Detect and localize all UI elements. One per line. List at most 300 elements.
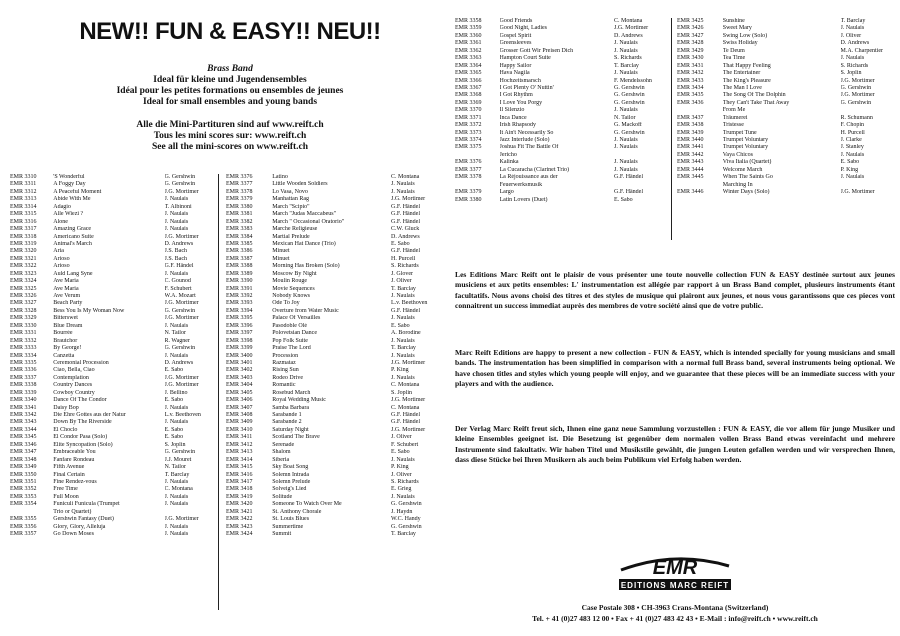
catalog-title: Ave Maria <box>53 278 79 285</box>
catalog-row <box>10 479 216 486</box>
catalog-number: EMR 3349 <box>10 464 37 471</box>
catalog-composer: D. Andrews <box>391 233 420 240</box>
catalog-title: Americano Suite <box>53 233 94 240</box>
catalog-composer: J. Naulais <box>391 188 415 195</box>
catalog-number: EMR 3382 <box>226 218 253 225</box>
catalog-composer: C. Montana <box>391 174 420 180</box>
contact-line: Tel. + 41 (0)27 483 12 00 • Fax + 41 (0)27 483 42 43 • E-Mail : info@reift.ch • www.reift.ch <box>532 614 818 623</box>
catalog-number: EMR 3330 <box>10 322 37 329</box>
catalog-number: EMR 3433 <box>677 77 704 84</box>
catalog-column-3 <box>455 18 667 204</box>
catalog-composer: J. Naulais <box>614 40 638 47</box>
catalog-number: EMR 3412 <box>226 441 253 448</box>
catalog-number: EMR 3336 <box>10 367 37 374</box>
catalog-number: EMR 3406 <box>226 397 253 404</box>
catalog-composer: G. Gershwin <box>164 174 196 180</box>
catalog-composer: R. Wagner <box>164 337 190 344</box>
catalog-number: EMR 3385 <box>226 240 253 247</box>
catalog-row <box>677 70 895 77</box>
catalog-row <box>677 182 895 189</box>
catalog-composer: E. Sabo <box>164 397 184 404</box>
catalog-title: Martial Prelude <box>272 233 310 240</box>
catalog-number: EMR 3378 <box>455 174 482 181</box>
catalog-row <box>677 55 895 62</box>
catalog-number: EMR 3357 <box>10 531 37 537</box>
catalog-title: Swing Low (Solo) <box>722 32 768 39</box>
catalog-composer: G.F. Händel <box>614 174 644 181</box>
catalog-row <box>226 486 446 493</box>
catalog-title: The King's Pleasure <box>722 77 771 84</box>
catalog-row <box>10 278 216 285</box>
catalog-row <box>455 182 667 189</box>
catalog-number: EMR 3369 <box>455 99 482 106</box>
catalog-composer: G.F. Händel <box>391 248 421 255</box>
catalog-row <box>677 137 895 144</box>
catalog-composer: G. Gershwin <box>164 345 196 352</box>
catalog-row <box>226 390 446 397</box>
catalog-row <box>10 338 216 345</box>
catalog-title: Viva Italia (Quartet) <box>722 159 772 166</box>
catalog-title: The Entertainer <box>722 70 761 77</box>
catalog-title: I Got Plenty O' Nuttin' <box>499 84 554 91</box>
catalog-composer: T. Albinoni <box>164 203 192 210</box>
catalog-row <box>455 18 667 25</box>
catalog-composer: J. Naulais <box>164 478 189 485</box>
catalog-title: I Got Rhythm <box>499 92 533 99</box>
catalog-row <box>226 501 446 508</box>
catalog-title: Embraceable You <box>53 449 96 456</box>
catalog-number: EMR 3432 <box>677 70 704 77</box>
catalog-number: EMR 3363 <box>455 55 482 62</box>
catalog-number: EMR 3354 <box>10 501 37 508</box>
catalog-composer: J. Naulais <box>164 501 189 508</box>
catalog-row <box>455 33 667 40</box>
catalog-title: Jazz Interlude (Solo) <box>499 137 550 143</box>
catalog-row <box>226 494 446 501</box>
catalog-title: Sarabande 2 <box>272 419 302 426</box>
catalog-row <box>226 241 446 248</box>
catalog-number: EMR 3372 <box>455 122 482 129</box>
catalog-title: Mexican Hat Dance (Trio) <box>272 240 336 247</box>
catalog-composer: H. Purcell <box>391 255 416 262</box>
catalog-title: Ceremonial Procession <box>53 359 109 366</box>
catalog-row <box>455 152 667 159</box>
catalog-title: By George! <box>53 345 82 352</box>
catalog-number: EMR 3381 <box>226 211 253 218</box>
catalog-row <box>10 390 216 397</box>
catalog-composer: T. Barclay <box>391 285 416 292</box>
catalog-composer: T. Barclay <box>164 471 190 478</box>
catalog-number: EMR 3389 <box>226 270 253 277</box>
catalog-number: EMR 3341 <box>10 404 37 411</box>
catalog-number: EMR 3405 <box>226 389 253 396</box>
catalog-row <box>10 434 216 441</box>
catalog-title: Alle Wiezi ? <box>53 211 84 218</box>
catalog-row <box>10 271 216 278</box>
catalog-title: I Love You Porgy <box>499 99 543 106</box>
website-line-2: Tous les mini scores sur: www.reift.ch <box>153 131 307 141</box>
catalog-number: EMR 3418 <box>226 486 253 493</box>
catalog-number: EMR 3384 <box>226 233 253 240</box>
catalog-number: EMR 3348 <box>10 456 37 463</box>
catalog-number: EMR 3352 <box>10 486 37 493</box>
catalog-number: EMR 3421 <box>226 508 253 515</box>
catalog-number: EMR 3313 <box>10 196 37 203</box>
catalog-row <box>10 382 216 389</box>
catalog-composer: J. Naulais <box>164 322 189 329</box>
catalog-title: Polovetsian Dance <box>272 330 318 337</box>
catalog-number: EMR 3325 <box>10 285 37 292</box>
catalog-title: Brautchor <box>53 337 78 344</box>
catalog-number: EMR 3414 <box>226 456 253 463</box>
catalog-composer: J. Naulais <box>614 47 638 54</box>
left-page <box>10 8 440 628</box>
catalog-composer: S. Richards <box>391 263 419 270</box>
catalog-title: Summertime <box>272 523 304 530</box>
catalog-title: Final Certain <box>53 471 85 478</box>
catalog-composer: J.S. Bach <box>164 248 187 255</box>
catalog-composer: E. Sabo <box>164 367 184 374</box>
catalog-title: Serenade <box>272 441 295 448</box>
catalog-title: Rosebud March <box>272 389 311 396</box>
catalog-composer: F. Mendelssohn <box>614 77 652 84</box>
catalog-row <box>455 25 667 32</box>
catalog-composer: J.G. Mortimer <box>840 92 875 99</box>
catalog-composer: G. Gershwin <box>614 92 645 99</box>
catalog-number: EMR 3401 <box>226 359 253 366</box>
catalog-composer: L.v. Beethoven <box>391 300 428 307</box>
catalog-number: EMR 3395 <box>226 315 253 322</box>
catalog-composer: J. Oliver <box>391 278 412 285</box>
catalog-row <box>10 449 216 456</box>
catalog-number: EMR 3359 <box>455 25 482 32</box>
catalog-number: EMR 3361 <box>455 40 482 47</box>
catalog-row <box>455 40 667 47</box>
catalog-number: EMR 3378 <box>226 188 253 195</box>
catalog-row <box>10 330 216 337</box>
catalog-row <box>677 33 895 40</box>
catalog-composer: C.W. Gluck <box>391 226 420 233</box>
catalog-composer: D. Andrews <box>840 40 870 47</box>
catalog-title: Solemn Intrada <box>272 471 310 478</box>
catalog-row <box>455 92 667 99</box>
catalog-row <box>226 449 446 456</box>
catalog-row <box>10 263 216 270</box>
catalog-title: March "Judas Maccabeus" <box>272 211 337 218</box>
catalog-row <box>677 152 895 159</box>
catalog-composer: J. Naulais <box>391 456 415 463</box>
catalog-row <box>677 107 895 114</box>
catalog-composer: G.F. Händel <box>164 263 194 270</box>
catalog-row <box>10 524 216 531</box>
catalog-title: Moulin Rouge <box>272 278 308 285</box>
catalog-composer: J. Naulais <box>391 352 415 359</box>
catalog-title: Sunshine <box>722 18 745 24</box>
catalog-composer: A. Borodine <box>391 330 421 337</box>
logo-subtext: EDITIONS MARC REIFT <box>620 581 730 590</box>
catalog-composer: J.G. Mortimer <box>164 382 199 389</box>
catalog-title: Overture from Water Music <box>272 307 339 314</box>
catalog-row <box>455 137 667 144</box>
paragraph-german: Der Verlag Marc Reift freut sich, Ihnen eine ganz neue Sammlung vorzustellen : FUN & EASY, die vor allem für junge Musiker und kleine Ensembles geeignet ist. Die Besetzung ist gegenüber dem normalen vollen Brass Band etwas vereinfacht und mehrere Instrumente sind fakultativ. Wir haben Titel und Musikstile gewählt, die jungen Leuten gefallen werden und wir versprechen Ihnen, dass diese Stücke bei Ihren Musikern als auch beim Publikum viel Erfolg haben werden. <box>455 424 895 464</box>
catalog-title: That Happy Feeling <box>722 62 771 69</box>
catalog-composer: C. Montana <box>391 404 420 411</box>
catalog-composer: J. Naulais <box>840 55 865 62</box>
catalog-number: EMR 3328 <box>10 307 37 314</box>
catalog-title: Winter Days (Solo) <box>722 189 770 196</box>
catalog-row <box>677 63 895 70</box>
catalog-number: EMR 3439 <box>677 129 704 136</box>
catalog-title: El Condor Pasa (Solo) <box>53 434 108 441</box>
catalog-row <box>226 442 446 449</box>
catalog-number: EMR 3376 <box>226 174 253 180</box>
catalog-number: EMR 3394 <box>226 307 253 314</box>
catalog-composer: J. Naulais <box>614 70 638 77</box>
catalog-composer: J. Oliver <box>391 434 412 441</box>
catalog-composer: J.G. Mortimer <box>391 397 426 404</box>
catalog-composer: J. Naulais <box>391 315 415 322</box>
catalog-row <box>226 300 446 307</box>
catalog-row <box>226 405 446 412</box>
catalog-row <box>455 100 667 107</box>
catalog-row <box>226 509 446 516</box>
catalog-number: EMR 3379 <box>455 189 482 196</box>
catalog-number: EMR 3360 <box>455 32 482 39</box>
catalog-row <box>10 412 216 419</box>
catalog-title: Funiculi Funicula (Trumpet <box>53 501 120 508</box>
catalog-title: Ciao, Bella, Ciao <box>53 367 95 374</box>
catalog-number: EMR 3403 <box>226 374 253 381</box>
address-line: Case Postale 308 • CH-3963 Crans-Montana (Switzerland) <box>581 603 769 612</box>
catalog-title: Bitterswet <box>53 315 78 322</box>
catalog-row <box>10 323 216 330</box>
catalog-row <box>10 293 216 300</box>
catalog-row <box>455 63 667 70</box>
catalog-row <box>226 330 446 337</box>
catalog-composer: S. Richards <box>840 62 869 69</box>
catalog-composer: D. Andrews <box>164 240 194 247</box>
catalog-row <box>10 405 216 412</box>
catalog-composer: G. Gershwin <box>164 449 196 456</box>
catalog-composer: L.v. Beethoven <box>164 412 201 418</box>
catalog-row <box>677 85 895 92</box>
catalog-title: Jericho <box>499 151 517 158</box>
catalog-title: Beach Party <box>53 300 83 307</box>
catalog-title: Latino <box>272 174 288 180</box>
catalog-number: EMR 3443 <box>677 159 704 166</box>
catalog-composer: T. Barclay <box>614 62 639 69</box>
catalog-composer: G.F. Händel <box>391 218 421 225</box>
catalog-number: EMR 3409 <box>226 419 253 426</box>
catalog-composer: J. Naulais <box>164 270 189 277</box>
catalog-row <box>10 315 216 322</box>
catalog-title: Romantic <box>272 382 296 389</box>
catalog-title: Inca Dance <box>499 114 527 121</box>
catalog-row <box>677 189 895 196</box>
catalog-composer: D. Andrews <box>614 32 643 39</box>
catalog-title: Praise The Lord <box>272 345 311 352</box>
catalog-title: Dance Of The Condor <box>53 397 107 404</box>
catalog-composer: M.A. Charpentier <box>840 47 883 54</box>
catalog-number: EMR 3426 <box>677 25 704 32</box>
catalog-number: EMR 3355 <box>10 516 37 523</box>
catalog-row <box>226 427 446 434</box>
catalog-title: Someone To Watch Over Me <box>272 501 342 508</box>
catalog-title: A Foggy Day <box>53 181 86 188</box>
catalog-composer: S. Joplin <box>164 441 186 448</box>
catalog-composer: J. Naulais <box>614 144 638 151</box>
catalog-row <box>226 248 446 255</box>
catalog-number: EMR 3310 <box>10 174 37 180</box>
catalog-composer: J. Naulais <box>391 293 415 299</box>
catalog-number: EMR 3371 <box>455 114 482 121</box>
catalog-title: From Me <box>722 107 746 114</box>
catalog-title: A Peaceful Moment <box>53 188 102 195</box>
catalog-title: Bess You Is My Woman Now <box>53 307 125 314</box>
catalog-number: EMR 3356 <box>10 523 37 530</box>
catalog-title: Royal Wedding Music <box>272 397 326 404</box>
catalog-composer: G. Gershwin <box>614 99 645 106</box>
catalog-number: EMR 3440 <box>677 137 704 143</box>
catalog-title: Movie Sequences <box>272 285 315 292</box>
catalog-composer: J. Naulais <box>164 404 189 411</box>
catalog-composer: H. Purcell <box>840 129 865 136</box>
catalog-title: Largo <box>499 189 514 196</box>
catalog-row <box>677 48 895 55</box>
catalog-number: EMR 3358 <box>455 18 482 24</box>
catalog-row <box>10 457 216 464</box>
catalog-number: EMR 3316 <box>10 218 37 225</box>
catalog-title: Gershwin Fantasy (Duet) <box>53 516 114 523</box>
catalog-row <box>226 345 446 352</box>
catalog-composer: E. Sabo <box>391 322 410 329</box>
catalog-composer: J.G. Mortimer <box>391 196 426 203</box>
catalog-title: Full Moon <box>53 493 79 500</box>
catalog-row <box>677 167 895 174</box>
catalog-title: Hava Nagila <box>499 70 530 77</box>
catalog-number: EMR 3366 <box>455 77 482 84</box>
catalog-title: Daisy Bop <box>53 404 79 411</box>
catalog-number: EMR 3400 <box>226 352 253 359</box>
website-line-1: Alle die Mini-Partituren sind auf www.reift.ch <box>136 120 324 130</box>
catalog-composer: F. Schubert <box>391 441 419 448</box>
catalog-row <box>226 397 446 404</box>
catalog-composer: E. Sabo <box>164 434 184 441</box>
catalog-row <box>10 345 216 352</box>
catalog-composer: J. Naulais <box>164 493 189 500</box>
subtitle-line-3: Idéal pour les petites formations ou ensembles de jeunes <box>116 86 344 96</box>
catalog-composer: J. Naulais <box>164 523 189 530</box>
catalog-row <box>10 226 216 233</box>
catalog-title: Little Wooden Soldiers <box>272 181 328 188</box>
subtitle-line-4: Ideal for small ensembles and young bands <box>142 97 318 107</box>
catalog-title: Animal's March <box>53 240 92 247</box>
catalog-column-1 <box>10 174 216 538</box>
catalog-title: Tea Time <box>722 55 746 62</box>
catalog-row <box>226 472 446 479</box>
catalog-title: Sweet Mary <box>722 25 752 32</box>
column-divider <box>671 18 672 240</box>
catalog-composer: J. Naulais <box>164 211 189 218</box>
catalog-title: Good Friends <box>499 18 533 24</box>
catalog-row <box>455 159 667 166</box>
catalog-row <box>455 167 667 174</box>
catalog-row <box>10 256 216 263</box>
catalog-title: Cowboy Country <box>53 389 95 396</box>
catalog-number: EMR 3339 <box>10 389 37 396</box>
catalog-title: Adagio <box>53 203 71 210</box>
catalog-number: EMR 3351 <box>10 478 37 485</box>
catalog-number: EMR 3383 <box>226 226 253 233</box>
catalog-title: Solitude <box>272 493 293 500</box>
catalog-number: EMR 3376 <box>455 159 482 166</box>
catalog-composer: G.F. Händel <box>391 419 421 426</box>
catalog-title: Lo Vasa, Novo <box>272 188 308 195</box>
catalog-row <box>10 308 216 315</box>
catalog-number: EMR 3411 <box>226 434 253 441</box>
catalog-number: EMR 3327 <box>10 300 37 307</box>
catalog-title: Moscow By Night <box>272 270 317 277</box>
catalog-title: Morning Has Broken (Solo) <box>272 263 340 270</box>
catalog-row <box>455 144 667 151</box>
catalog-composer: J. Bellino <box>164 389 188 396</box>
catalog-row <box>10 531 216 538</box>
catalog-title: Elite Syncopation (Solo) <box>53 441 113 448</box>
catalog-composer: W.C. Handy <box>391 516 421 523</box>
catalog-row <box>10 211 216 218</box>
catalog-row <box>226 479 446 486</box>
catalog-number: EMR 3314 <box>10 203 37 210</box>
catalog-title: Irish Rhapsody <box>499 122 537 129</box>
catalog-title: Auld Lang Syne <box>53 270 93 277</box>
catalog-composer: J.G. Mortimer <box>840 189 875 196</box>
catalog-title: March "Scipio" <box>272 203 310 210</box>
catalog-composer: C. Montana <box>164 486 193 493</box>
catalog-row <box>10 174 216 181</box>
catalog-number: EMR 3390 <box>226 278 253 285</box>
catalog-row <box>226 524 446 531</box>
catalog-row <box>10 286 216 293</box>
catalog-composer: J. Naulais <box>164 218 189 225</box>
catalog-row <box>226 434 446 441</box>
catalog-title: Marche Religieuse <box>272 226 318 233</box>
catalog-row <box>10 241 216 248</box>
catalog-number: EMR 3442 <box>677 151 704 158</box>
catalog-row <box>226 360 446 367</box>
catalog-row <box>677 25 895 32</box>
website-line-3: See all the mini-scores on www.reift.ch <box>151 142 309 152</box>
catalog-row <box>10 464 216 471</box>
catalog-number: EMR 3420 <box>226 501 253 508</box>
catalog-number: EMR 3434 <box>677 84 704 91</box>
catalog-row <box>226 323 446 330</box>
catalog-row <box>10 442 216 449</box>
catalog-number: EMR 3419 <box>226 493 253 500</box>
catalog-title: Shalom <box>272 449 291 456</box>
catalog-title: Trumpet Voluntary <box>722 137 769 143</box>
catalog-row <box>10 360 216 367</box>
catalog-number: EMR 3334 <box>10 352 37 359</box>
catalog-title: St. Louis Blues <box>272 516 310 523</box>
catalog-title: Trumpet Voluntary <box>722 144 769 151</box>
catalog-composer: N. Tailor <box>164 330 186 337</box>
catalog-title: Fine Rendez-vous <box>53 478 97 485</box>
catalog-number: EMR 3377 <box>226 181 253 188</box>
catalog-row <box>677 144 895 151</box>
catalog-composer: P. King <box>840 166 859 173</box>
catalog-row <box>455 115 667 122</box>
catalog-composer: J. Naulais <box>164 352 189 359</box>
